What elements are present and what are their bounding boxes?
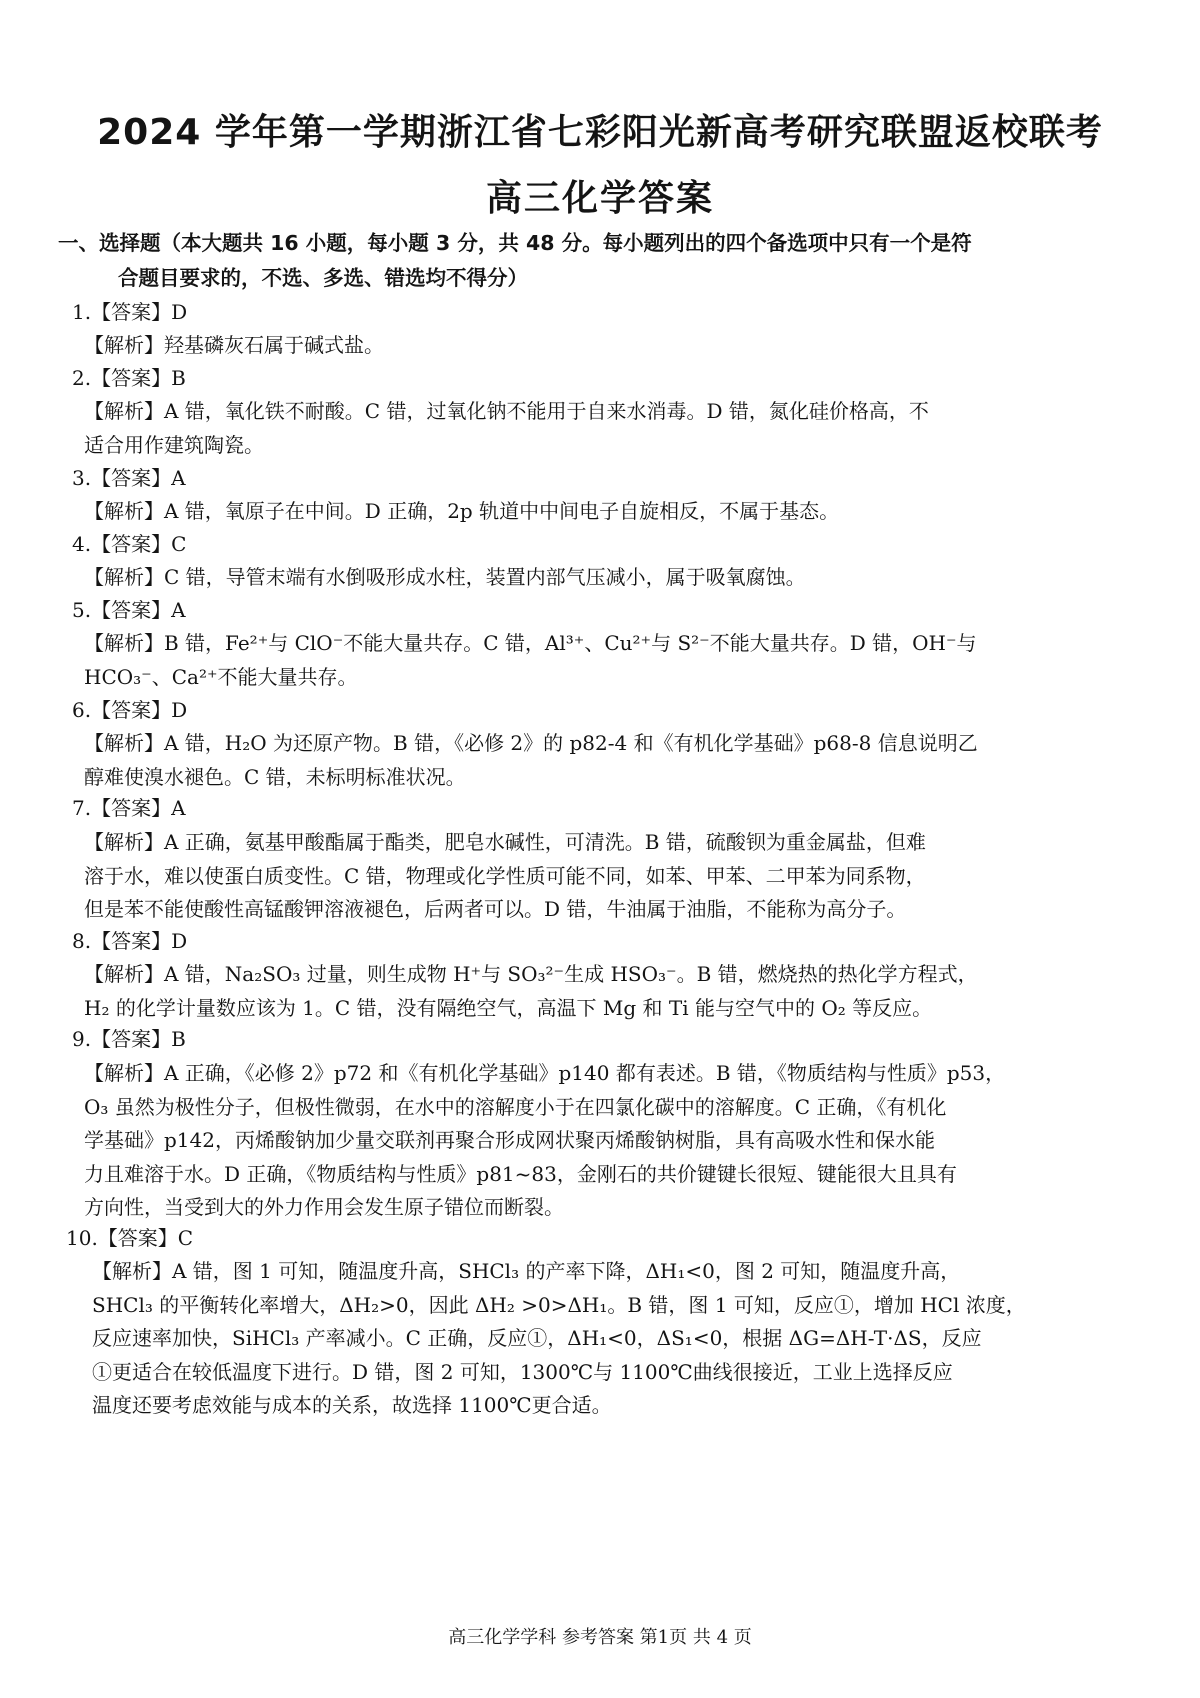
analysis-9-line: O₃ 虽然为极性分子，但极性微弱，在水中的溶解度小于在四氯化碳中的溶解度。C 正确，《有机化 [84, 1094, 947, 1119]
analysis-9-line: 力且难溶于水。D 正确，《物质结构与性质》p81~83，金刚石的共价键键长很短、键能很大且具有 [84, 1161, 957, 1186]
analysis-8 [84, 958, 1144, 1025]
analysis-10 [92, 1255, 1132, 1423]
analysis-1-line: 【解析】羟基磷灰石属于碱式盐。 [84, 333, 384, 357]
section-heading-line-1: 一、选择题（本大题共 16 小题，每小题 3 分，共 48 分。每小题列出的四个备选项中只有一个是符 [58, 231, 972, 255]
analysis-2-line: 【解析】A 错，氧化铁不耐酸。C 错，过氧化钠不能用于自来水消毒。D 错，氮化硅价格高，不 [84, 399, 929, 423]
analysis-9-line: 方向性，当受到大的外力作用会发生原子错位而断裂。 [84, 1195, 564, 1219]
answer-label-5: 5.【答案】A [72, 598, 186, 622]
analysis-6-line: 醇难使溴水褪色。C 错，未标明标准状况。 [84, 764, 466, 789]
analysis-9-line: 【解析】A 正确，《必修 2》p72 和《有机化学基础》p140 都有表述。B 错，《物质结构与性质》p53， [84, 1061, 1006, 1085]
answer-label-7: 7.【答案】A [72, 796, 186, 820]
analysis-7-line: 【解析】A 正确，氨基甲酸酯属于酯类，肥皂水碱性，可清洗。B 错，硫酸钡为重金属盐，但难 [84, 830, 926, 854]
analysis-1 [84, 329, 1144, 363]
analysis-5 [84, 627, 1144, 694]
analysis-3-line: 【解析】A 错，氧原子在中间。D 正确，2p 轨道中中间电子自旋相反，不属于基态。 [84, 499, 840, 523]
section-heading [58, 226, 1143, 296]
analysis-7-line: 溶于水，难以使蛋白质变性。C 错，物理或化学性质可能不同，如苯、甲苯、二甲苯为同系物， [84, 863, 926, 888]
answer-label-6: 6.【答案】D [72, 698, 188, 722]
analysis-7 [84, 826, 1144, 927]
analysis-10-line: SHCl₃ 的平衡转化率增大，ΔH₂>0，因此 ΔH₂ >0>ΔH₁。B 错，图 1 可知，反应①，增加 HCl 浓度， [92, 1292, 1026, 1317]
answer-label-4: 4.【答案】C [72, 532, 187, 556]
analysis-10-line: 【解析】A 错，图 1 可知，随温度升高，SHCl₃ 的产率下降，ΔH₁<0，图 2 可知，随温度升高， [92, 1259, 961, 1283]
analysis-5-line: HCO₃⁻、Ca²⁺不能大量共存。 [84, 664, 358, 689]
analysis-6-line: 【解析】A 错，H₂O 为还原产物。B 错，《必修 2》的 p82-4 和《有机化学基础》p68-8 信息说明乙 [84, 731, 978, 755]
analysis-2 [84, 395, 1144, 462]
answer-label-8: 8.【答案】D [72, 929, 188, 953]
analysis-8-line: 【解析】A 错，Na₂SO₃ 过量，则生成物 H⁺与 SO₃²⁻生成 HSO₃⁻。B 错，燃烧热的热化学方程式， [84, 962, 978, 986]
analysis-5-line: 【解析】B 错，Fe²⁺与 ClO⁻不能大量共存。C 错，Al³⁺、Cu²⁺与 S²⁻不能大量共存。D 错，OH⁻与 [84, 631, 977, 655]
analysis-2-line: 适合用作建筑陶瓷。 [84, 432, 264, 457]
page-title: 2024 学年第一学期浙江省七彩阳光新高考研究联盟返校联考 [97, 112, 1103, 153]
analysis-4 [84, 561, 1144, 595]
analysis-9 [84, 1057, 1144, 1225]
analysis-6 [84, 727, 1144, 794]
analysis-4-line: 【解析】C 错，导管末端有水倒吸形成水柱，装置内部气压减小，属于吸氧腐蚀。 [84, 565, 806, 589]
answer-label-3: 3.【答案】A [72, 466, 186, 490]
analysis-9-line: 学基础》p142，丙烯酸钠加少量交联剂再聚合形成网状聚丙烯酸钠树脂，具有高吸水性和保水能 [84, 1128, 935, 1152]
answer-label-10: 10.【答案】C [66, 1226, 194, 1250]
answer-label-9: 9.【答案】B [72, 1027, 186, 1051]
answer-label-1: 1.【答案】D [72, 300, 188, 324]
analysis-10-line: ①更适合在较低温度下进行。D 错，图 2 可知，1300℃与 1100℃曲线很接近，工业上选择反应 [92, 1359, 953, 1384]
page-footer: 高三化学学科 参考答案 第1页 共 4 页 [448, 1627, 752, 1648]
analysis-10-line: 反应速率加快，SiHCl₃ 产率减小。C 正确，反应①，ΔH₁<0，ΔS₁<0，根据 ΔG=ΔH-T·ΔS，反应 [92, 1326, 982, 1350]
analysis-3 [84, 495, 1144, 529]
section-heading-line-2: 合题目要求的，不选、多选、错选均不得分） [118, 266, 528, 290]
page-subtitle: 高三化学答案 [485, 178, 714, 219]
answer-label-2: 2.【答案】B [72, 366, 186, 390]
analysis-7-line: 但是苯不能使酸性高锰酸钾溶液褪色，后两者可以。D 错，牛油属于油脂，不能称为高分子。 [84, 897, 907, 921]
analysis-10-line: 温度还要考虑效能与成本的关系，故选择 1100℃更合适。 [92, 1393, 612, 1417]
analysis-8-line: H₂ 的化学计量数应该为 1。C 错，没有隔绝空气，高温下 Mg 和 Ti 能与空气中的 O₂ 等反应。 [84, 995, 933, 1020]
